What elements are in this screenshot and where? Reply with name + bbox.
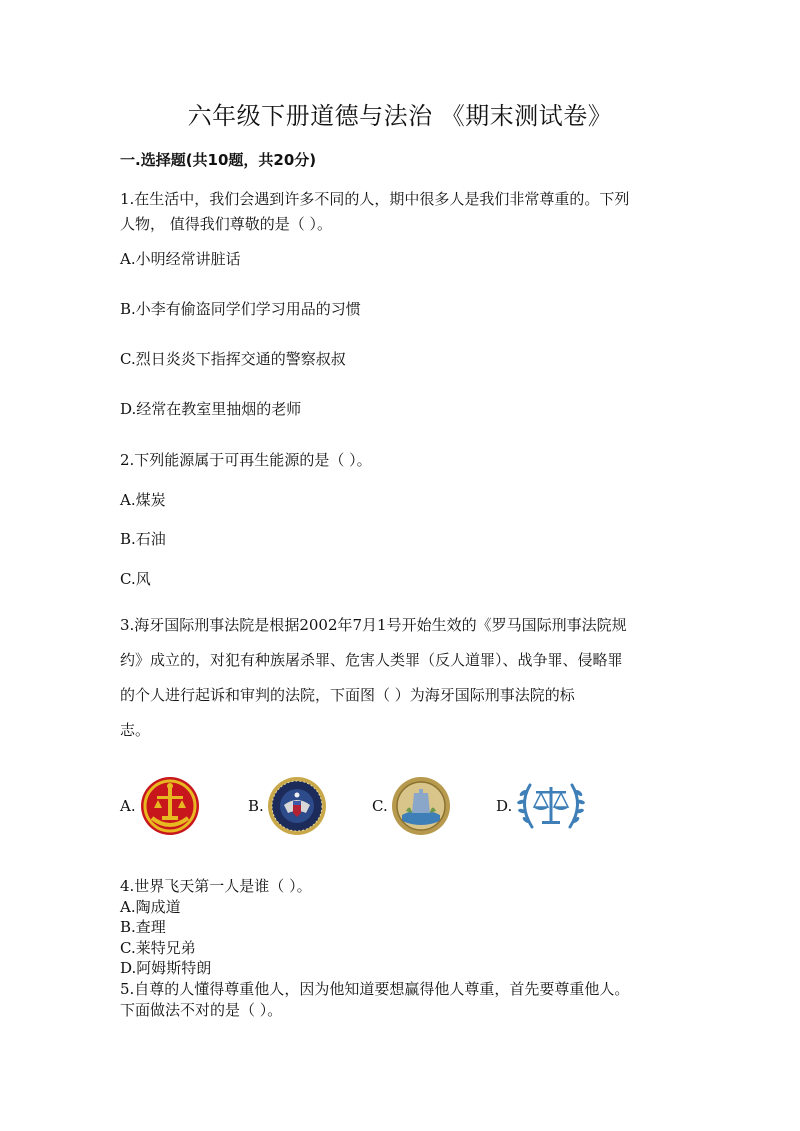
presidential-seal-icon	[266, 775, 328, 837]
question-5-line-2: 下面做法不对的是（ ）。	[120, 1000, 283, 1019]
section-title: 一.选择题(共10题，共20分)	[120, 151, 317, 169]
q2-option-b: B.石油	[120, 530, 166, 548]
question-3-line-1: 3.海牙国际刑事法院是根据2002年7月1号开始生效的《罗马国际刑事法院规	[120, 616, 627, 634]
question-2: 2.下列能源属于可再生能源的是（ ）。	[120, 451, 372, 469]
q1-option-c: C.烈日炎炎下指挥交通的警察叔叔	[120, 350, 346, 368]
q4-option-a: A.陶成道	[120, 897, 181, 916]
q3-option-a-label: A.	[120, 797, 136, 815]
q4-option-d: D.阿姆斯特朗	[120, 959, 212, 977]
un-seal-icon	[390, 775, 452, 837]
question-1-line-1: 1.在生活中，我们会遇到许多不同的人，期中很多人是我们非常尊重的。下列	[120, 190, 630, 208]
question-3-line-2: 约》成立的，对犯有种族屠杀罪、危害人类罪（反人道罪）、战争罪、侵略罪	[120, 651, 623, 669]
q1-option-a: A.小明经常讲脏话	[120, 250, 241, 268]
question-1	[120, 187, 685, 237]
court-emblem-icon	[138, 774, 202, 838]
q3-option-d	[496, 773, 588, 839]
q3-option-d-label: D.	[496, 797, 513, 815]
page-title: 六年级下册道德与法治 《期末测试卷》	[187, 102, 613, 130]
question-3-line-3: 的个人进行起诉和审判的法院，下面图（ ）为海牙国际刑事法院的标	[120, 686, 575, 704]
q1-option-b: B.小李有偷盗同学们学习用品的习惯	[120, 300, 361, 318]
q2-option-c: C.风	[120, 570, 151, 588]
q3-option-a	[120, 773, 202, 839]
q2-option-a: A.煤炭	[120, 491, 166, 509]
question-5-line-1: 5.自尊的人懂得尊重他人，因为他知道要想赢得他人尊重，首先要尊重他人。	[120, 980, 630, 998]
q4-option-b: B.查理	[120, 918, 166, 936]
q3-option-c	[372, 773, 452, 839]
q3-option-c-label: C.	[372, 797, 388, 815]
question-1-line-2: 人物， 值得我们尊敬的是（ ）。	[120, 215, 333, 233]
q1-option-d: D.经常在教室里抽烟的老师	[120, 400, 302, 418]
q4-option-c: C.莱特兄弟	[120, 938, 196, 957]
scales-laurel-icon	[514, 775, 588, 837]
question-5	[120, 979, 629, 1020]
question-3	[120, 608, 685, 748]
q3-option-b-label: B.	[248, 797, 264, 815]
question-4	[120, 876, 312, 979]
question-3-line-4: 志。	[120, 721, 151, 739]
q3-option-b	[248, 773, 328, 839]
question-4-line-1: 4.世界飞天第一人是谁（ ）。	[120, 877, 312, 895]
